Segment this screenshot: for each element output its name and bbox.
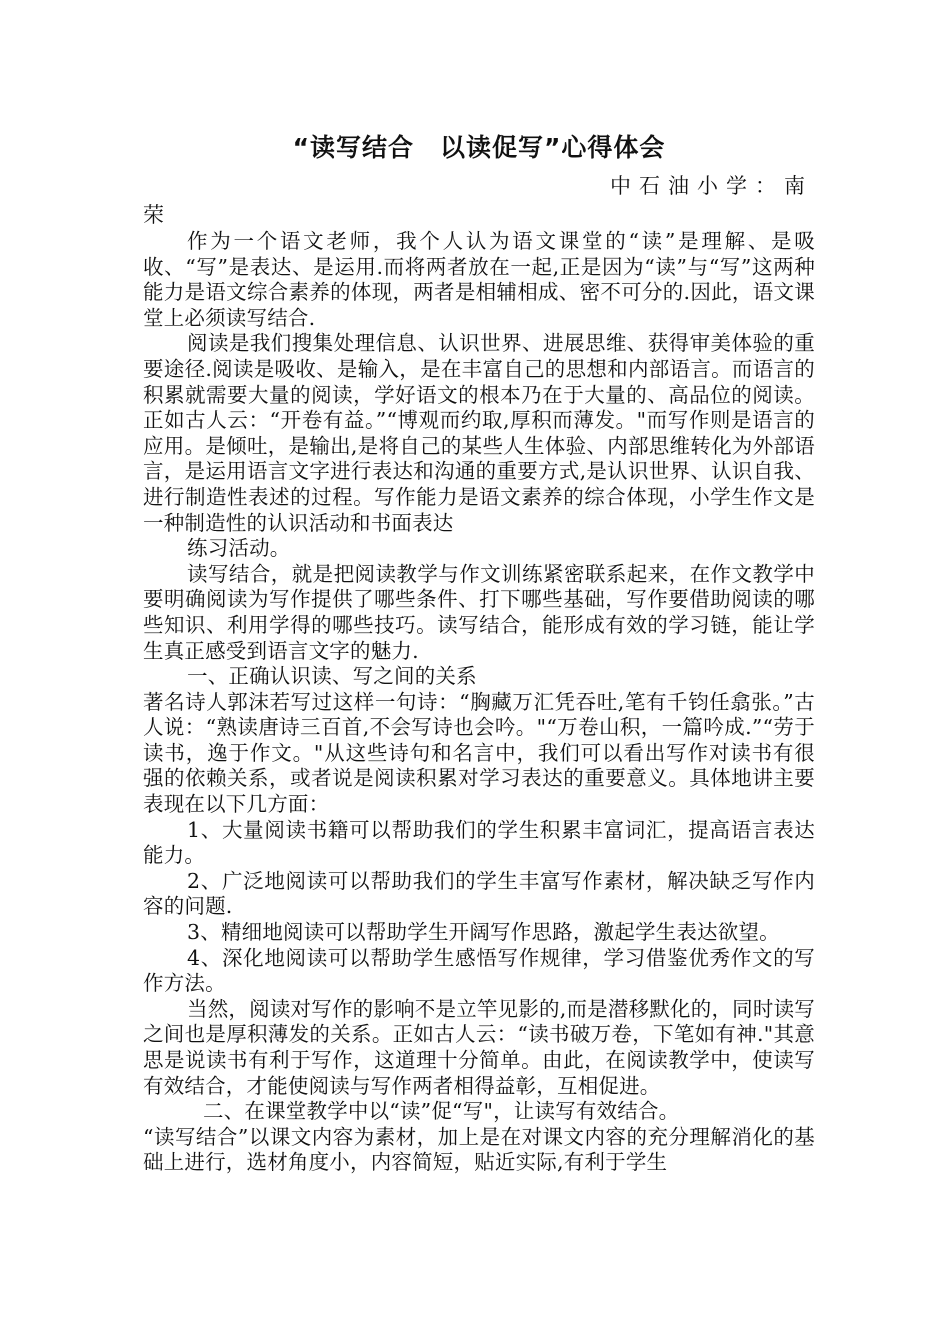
paragraph-reading: 阅读是我们搜集处理信息、认识世界、进展思维、获得审美体验的重要途径.阅读是吸收、是输入，是在丰富自己的思想和内部语言。而语言的积累就需要大量的阅读，学好语文的根本乃在于大量的、高品位的阅读。正如古人云：“开卷有益。”“博观而约取,厚积而薄发。"而写作则是语言的应用。是倾吐，是输出,是将自己的某些人生体验、内部思维转化为外部语言，是运用语言文字进行表达和沟通的重要方式,是认识世界、认识自我、进行制造性表述的过程。写作能力是语文素养的综合体现，小学生作文是一种制造性的认识活动和书面表达 xyxy=(143,331,815,535)
paragraph-conclusion: 当然，阅读对写作的影响不是立竿见影的,而是潜移默化的，同时读写之间也是厚积薄发的关系。正如古人云：“读书破万卷，下笔如有神."其意思是说读书有利于写作，这道理十分简单。由此，在阅读教学中，使读写有效结合，才能使阅读与写作两者相得益彰，互相促进。 xyxy=(143,996,815,1098)
section-heading-1: 一、正确认识读、写之间的关系 xyxy=(187,664,477,689)
author-line: 中石油小学：南 xyxy=(610,174,813,198)
list-item-2: 2、广泛地阅读可以帮助我们的学生丰富写作素材，解决缺乏写作内容的问题. xyxy=(143,868,815,919)
paragraph-intro: 作为一个语文老师，我个人认为语文课堂的“读”是理解、是吸收、“写”是表达、是运用.而将两者放在一起,正是因为“读”与“写”这两种能力是语文综合素养的体现，两者是相辅相成、密不可分的.因此，语文课堂上必须读写结合. xyxy=(143,229,815,330)
paragraph-classroom: “读写结合”以课文内容为素材，加上是在对课文内容的充分理解消化的基础上进行，选材角度小，内容简短，贴近实际,有利于学生 xyxy=(143,1124,815,1175)
paragraph-continued: 练习活动。 xyxy=(187,536,291,561)
list-item-1: 1、大量阅读书籍可以帮助我们的学生积累丰富词汇，提高语言表达能力。 xyxy=(143,817,815,868)
paragraph-quotes: 著名诗人郭沫若写过这样一句诗：“胸藏万汇凭吞吐,笔有千钧任翕张。”古人说：“熟读唐诗三百首,不会写诗也会吟。"“万卷山积，一篇吟成.”“劳于读书，逸于作文。"从这些诗句和名言中，我们可以看出写作对读书有很强的依赖关系，或者说是阅读积累对学习表达的重要意义。具体地讲主要表现在以下几方面： xyxy=(143,689,815,817)
section-heading-2: 二、在课堂教学中以“读”促“写"，让读写有效结合。 xyxy=(203,1099,680,1124)
paragraph-combination: 读写结合，就是把阅读教学与作文训练紧密联系起来，在作文教学中要明确阅读为写作提供了哪些条件、打下哪些基础，写作要借助阅读的哪些知识、利用学得的哪些技巧。读写结合，能形成有效的学习链，能让学生真正感受到语言文字的魅力. xyxy=(143,561,815,663)
author-line-continued: 荣 xyxy=(143,203,164,227)
document-title: “读写结合 以读促写”心得体会 xyxy=(292,133,666,162)
list-item-4: 4、深化地阅读可以帮助学生感悟写作规律，学习借鉴优秀作文的写作方法。 xyxy=(143,945,815,996)
list-item-3: 3、精细地阅读可以帮助学生开阔写作思路，激起学生表达欲望。 xyxy=(187,920,780,945)
document-page xyxy=(143,128,815,1176)
